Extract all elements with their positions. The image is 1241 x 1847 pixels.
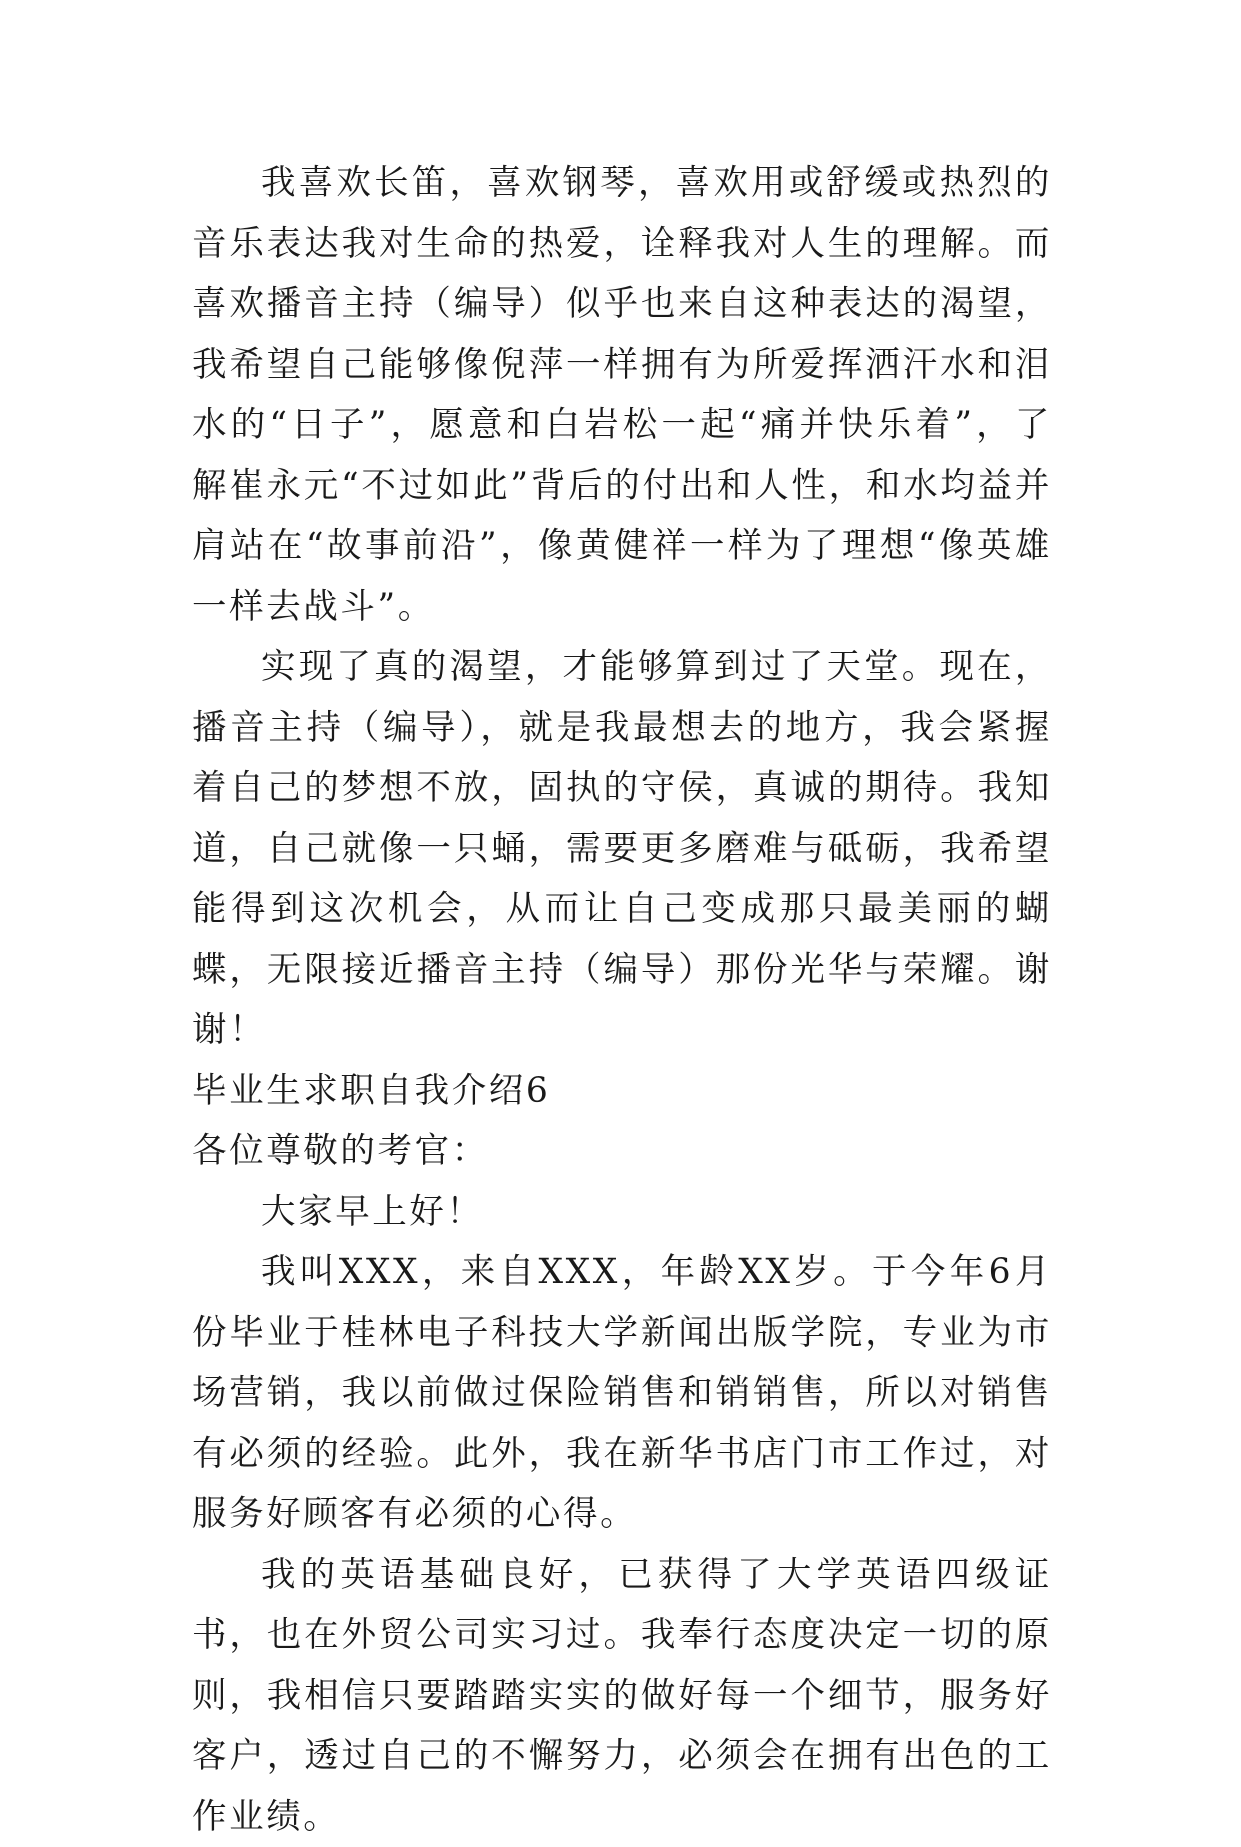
salutation: 各位尊敬的考官： — [192, 1121, 1052, 1182]
section-heading: 毕业生求职自我介绍6 — [192, 1061, 1052, 1122]
paragraph-aspiration: 实现了真的渴望，才能够算到过了天堂。现在，播音主持（编导），就是我最想去的地方，我会紧握着自己的梦想不放，固执的守侯，真诚的期待。我知道，自己就像一只蛹，需要更多磨难与砥砺，我希望能得到这次机会，从而让自己变成那只最美丽的蝴蝶，无限接近播音主持（编导）那份光华与荣耀。谢谢！ — [192, 637, 1052, 1061]
paragraph-skills: 我的英语基础良好，已获得了大学英语四级证书，也在外贸公司实习过。我奉行态度决定一切的原则，我相信只要踏踏实实的做好每一个细节，服务好客户，透过自己的不懈努力，必须会在拥有出色的工作业绩。 — [192, 1545, 1052, 1847]
paragraph-background: 我叫XXX，来自XXX，年龄XX岁。于今年6月份毕业于桂林电子科技大学新闻出版学院，专业为市场营销，我以前做过保险销售和销销售，所以对销售有必须的经验。此外，我在新华书店门市工作过，对服务好顾客有必须的心得。 — [192, 1242, 1052, 1545]
document-body — [192, 153, 1052, 1847]
greeting: 大家早上好！ — [192, 1182, 1052, 1243]
paragraph-hobbies: 我喜欢长笛，喜欢钢琴，喜欢用或舒缓或热烈的音乐表达我对生命的热爱，诠释我对人生的理解。而喜欢播音主持（编导）似乎也来自这种表达的渴望，我希望自己能够像倪萍一样拥有为所爱挥洒汗水和泪水的“日子”，愿意和白岩松一起“痛并快乐着”，了解崔永元“不过如此”背后的付出和人性，和水均益并肩站在“故事前沿”，像黄健祥一样为了理想“像英雄一样去战斗”。 — [192, 153, 1052, 637]
